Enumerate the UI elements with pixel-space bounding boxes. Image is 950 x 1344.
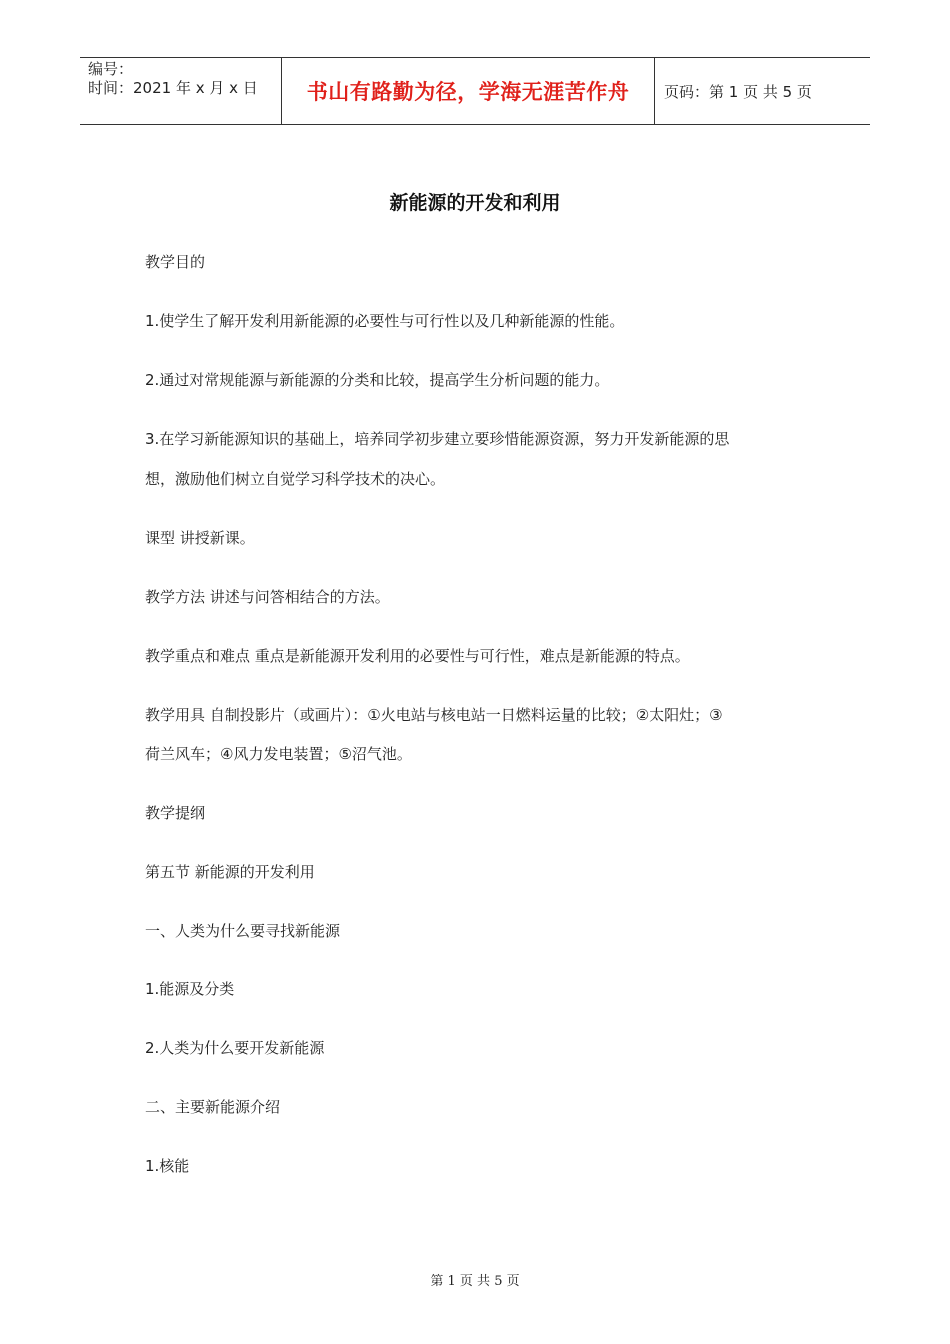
paragraph: 1.使学生了解开发利用新能源的必要性与可行性以及几种新能源的性能。 <box>145 312 625 330</box>
header-motto: 书山有路勤为径，学海无涯苦作舟 <box>281 58 655 124</box>
paragraph: 2.通过对常规能源与新能源的分类和比较，提高学生分析问题的能力。 <box>145 371 610 389</box>
header-meta <box>80 58 281 124</box>
page-footer: 第 1 页 共 5 页 <box>430 1274 520 1289</box>
paragraph: 1.核能 <box>145 1157 190 1175</box>
paragraph: 3.在学习新能源知识的基础上，培养同学初步建立要珍惜能源资源，努力开发新能源的思 <box>145 430 730 448</box>
paragraph: 教学方法 讲述与问答相结合的方法。 <box>145 588 390 606</box>
paragraph: 教学目的 <box>145 253 206 271</box>
paragraph: 课型 讲授新课。 <box>145 529 255 547</box>
paragraph: 二、主要新能源介绍 <box>145 1098 281 1116</box>
paragraph: 教学用具 自制投影片（或画片）：①火电站与核电站一日燃料运量的比较；②太阳灶；③ <box>145 706 723 724</box>
document-number-label: 编号： <box>88 60 134 78</box>
document-title: 新能源的开发和利用 <box>389 192 561 214</box>
page-header <box>80 57 870 125</box>
paragraph: 教学提纲 <box>145 804 206 822</box>
paragraph: 荷兰风车；④风力发电装置；⑤沼气池。 <box>145 745 412 763</box>
header-page-number: 页码：第 1 页 共 5 页 <box>664 82 812 101</box>
document-date-label: 时间：2021 年 x 月 x 日 <box>88 79 258 97</box>
paragraph: 一、人类为什么要寻找新能源 <box>145 922 341 940</box>
paragraph: 教学重点和难点 重点是新能源开发利用的必要性与可行性，难点是新能源的特点。 <box>145 647 690 665</box>
paragraph: 2.人类为什么要开发新能源 <box>145 1039 325 1057</box>
paragraph: 想，激励他们树立自觉学习科学技术的决心。 <box>145 470 446 488</box>
paragraph: 1.能源及分类 <box>145 980 235 998</box>
paragraph: 第五节 新能源的开发利用 <box>145 863 315 881</box>
